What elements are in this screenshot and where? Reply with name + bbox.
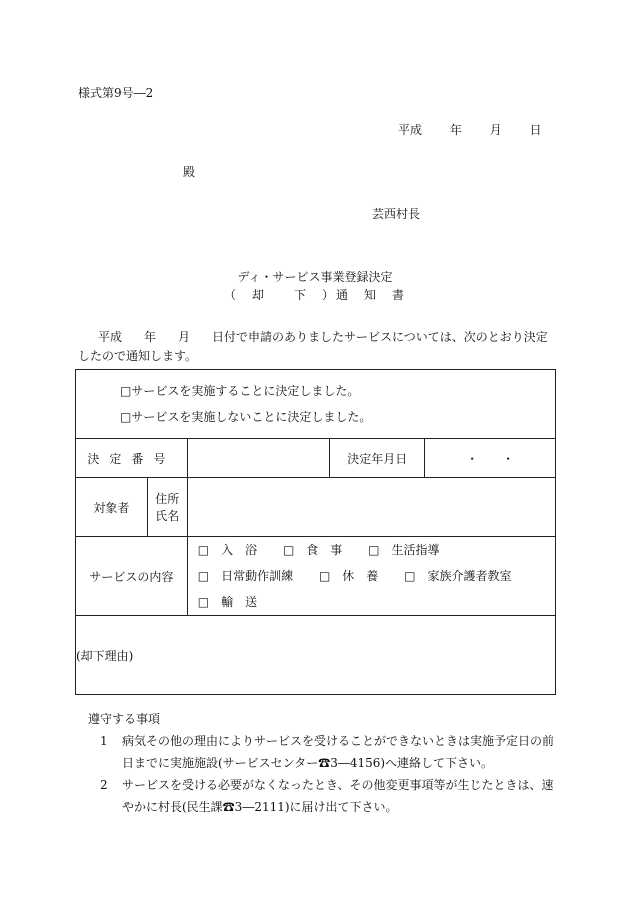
- decision-date-value[interactable]: ・ ・: [425, 439, 556, 478]
- service-label: サービスの内容: [76, 537, 188, 616]
- service-rest[interactable]: □ 休 養: [318, 569, 379, 583]
- date-era: 平成: [398, 123, 423, 137]
- service-life-guidance[interactable]: □ 生活指導: [368, 543, 440, 557]
- name-label: 氏名: [155, 509, 180, 523]
- target-value[interactable]: [187, 478, 555, 537]
- notes-heading: 遵守する事項: [88, 712, 161, 726]
- date-day: 日: [529, 123, 542, 137]
- date-year: 年: [449, 123, 462, 137]
- service-bathing[interactable]: □ 入 浴: [197, 543, 258, 557]
- body-paragraph: [78, 328, 560, 366]
- body-month: 月: [178, 330, 191, 344]
- service-meal[interactable]: □ 食 事: [282, 543, 343, 557]
- decision-number-label: 決定番号: [87, 451, 176, 466]
- decision-table: [75, 369, 556, 695]
- body-text-2: したので通知します。: [78, 349, 198, 363]
- document-title: ディ・サービス事業登録決定: [237, 270, 393, 284]
- body-year: 年: [144, 330, 157, 344]
- date-month: 月: [489, 123, 502, 137]
- body-text-1: 日付で申請のありましたサービスについては、次のとおり決定: [212, 330, 548, 344]
- decision-options-cell: [76, 370, 556, 439]
- issuer: 芸西村長: [372, 207, 421, 221]
- note-item-2: [88, 774, 558, 818]
- note-item-1: [88, 730, 558, 774]
- service-options-cell: [187, 537, 555, 616]
- decision-option-approve[interactable]: □サービスを実施することに決定しました。: [120, 384, 360, 398]
- service-caregiver-class[interactable]: □ 家族介護者教室: [404, 569, 512, 583]
- decision-date-label: 決定年月日: [330, 439, 425, 478]
- rejection-reason-label: (却下理由): [76, 648, 134, 663]
- note-2-text: サービスを受ける必要がなくなったとき、その他変更事項等が生じたときは、速やかに村長(民生課☎3―2111)に届け出て下さい。: [122, 778, 554, 814]
- addressee-suffix: 殿: [183, 165, 196, 179]
- compliance-notes: [88, 708, 558, 818]
- date-line: [398, 121, 542, 138]
- service-daily-training[interactable]: □ 日常動作訓練: [197, 569, 294, 583]
- form-number: 様式第9号―2: [78, 86, 154, 100]
- rejection-reason-cell[interactable]: [76, 616, 556, 695]
- decision-number-value[interactable]: [187, 439, 330, 478]
- service-transport[interactable]: □ 輸 送: [197, 595, 258, 609]
- target-subfield-labels: [147, 478, 187, 537]
- decision-option-reject[interactable]: □サービスを実施しないことに決定しました。: [120, 410, 372, 424]
- decision-number-label-cell: [76, 439, 188, 478]
- note-1-text: 病気その他の理由によりサービスを受けることができないときは実施予定日の前日までに実施施設(サービスセンター☎3―4156)へ連絡して下さい。: [122, 734, 555, 770]
- note-1-number: 1: [100, 734, 108, 748]
- address-label: 住所: [155, 492, 180, 506]
- document-subtitle: （ 却 下 ）通 知 書: [223, 288, 406, 302]
- body-era: 平成: [98, 330, 123, 344]
- target-label: 対象者: [76, 478, 148, 537]
- note-2-number: 2: [100, 778, 108, 792]
